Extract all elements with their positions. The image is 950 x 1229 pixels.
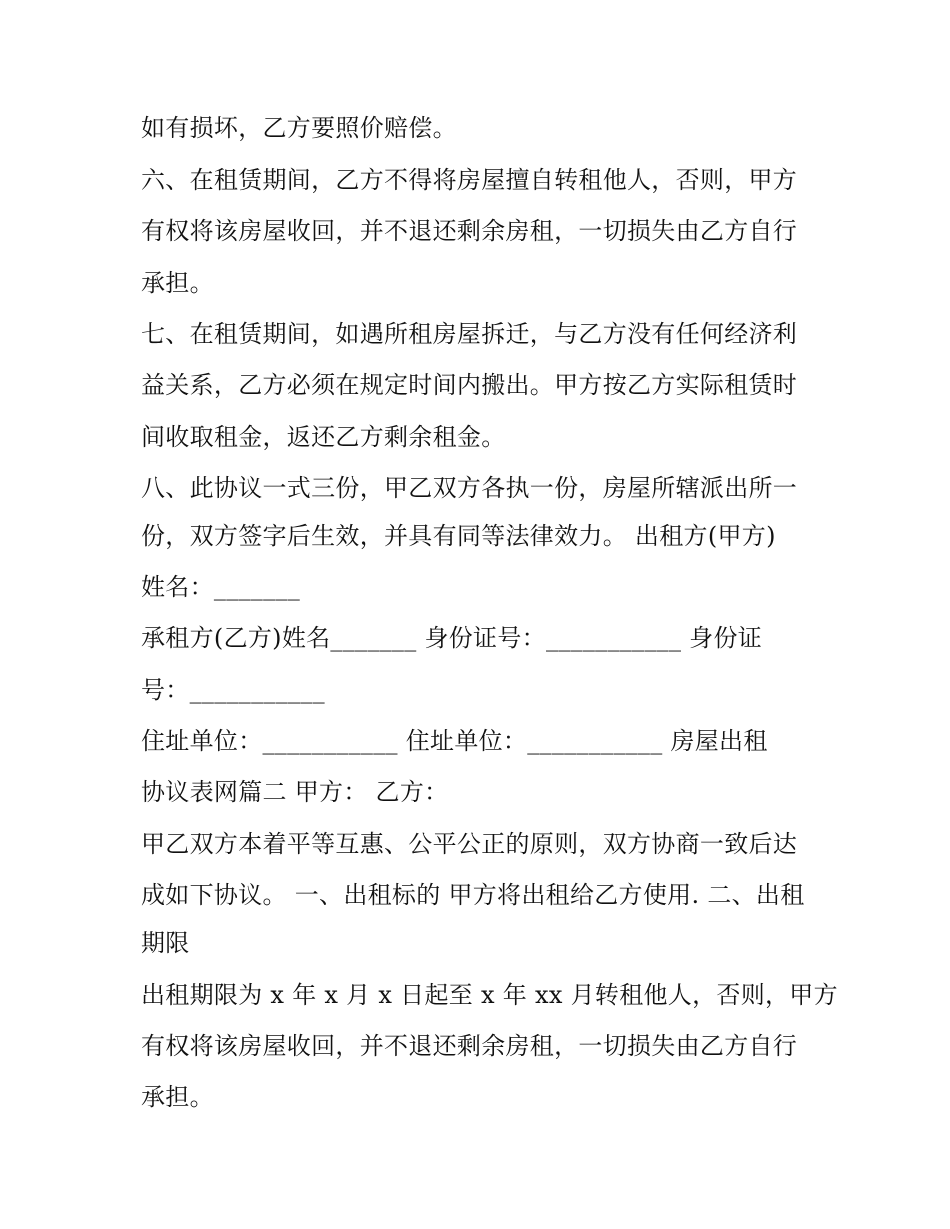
- text-line: 甲乙双方本着平等互惠、公平公正的原则，双方协商一致后达: [141, 830, 798, 858]
- text-line: 承担。: [141, 269, 214, 297]
- text-line: 益关系，乙方必须在规定时间内搬出。甲方按乙方实际租赁时: [141, 371, 798, 399]
- text-line: 姓名：_______: [141, 573, 300, 601]
- text-line: 份，双方签字后生效，并具有同等法律效力。 出租方(甲方): [141, 522, 776, 550]
- text-line: 有权将该房屋收回，并不退还剩余房租，一切损失由乙方自行: [141, 1032, 798, 1060]
- text-line: 承租方(乙方)姓名_______ 身份证号：___________ 身份证: [141, 624, 763, 652]
- text-line: 期限: [141, 929, 190, 957]
- text-line: 承担。: [141, 1083, 214, 1111]
- text-line: 号：___________: [141, 676, 325, 704]
- text-line: 间收取租金，返还乙方剩余租金。: [141, 423, 506, 451]
- text-line: 协议表网篇二 甲方： 乙方：: [141, 778, 449, 806]
- text-line: 成如下协议。 一、出租标的 甲方将出租给乙方使用. 二、出租: [141, 881, 805, 909]
- text-line: 有权将该房屋收回，并不退还剩余房租，一切损失由乙方自行: [141, 217, 798, 245]
- text-line: 七、在租赁期间，如遇所租房屋拆迁，与乙方没有任何经济利: [141, 320, 798, 348]
- text-line: 六、在租赁期间，乙方不得将房屋擅自转租他人，否则，甲方: [141, 166, 798, 194]
- text-line: 出租期限为 x 年 x 月 x 日起至 x 年 xx 月转租他人，否则，甲方: [141, 981, 838, 1009]
- text-line: 如有损坏，乙方要照价赔偿。: [141, 114, 457, 142]
- text-line: 住址单位：___________ 住址单位：___________ 房屋出租: [141, 727, 768, 755]
- text-line: 八、此协议一式三份，甲乙双方各执一份，房屋所辖派出所一: [141, 474, 798, 502]
